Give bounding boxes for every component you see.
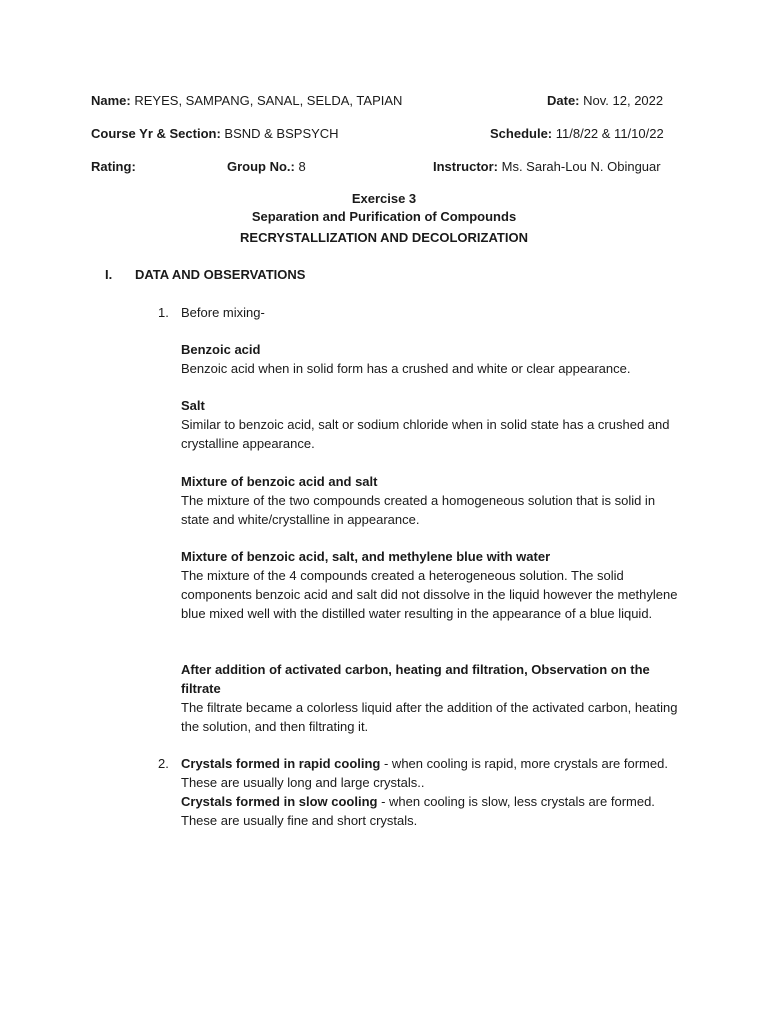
observation-mixture-with-water — [181, 547, 681, 623]
observation-mixture-acid-salt — [181, 472, 681, 529]
rapid-cooling-text: - when cooling is rapid, more crystals are formed. These are usually long and large crystals.. — [181, 756, 668, 790]
observation-text: Benzoic acid when in solid form has a crushed and white or clear appearance. — [181, 361, 631, 376]
exercise-topic: RECRYSTALLIZATION AND DECOLORIZATION — [240, 230, 528, 245]
observation-heading: Benzoic acid — [181, 342, 261, 357]
rating-label: Rating: — [91, 159, 136, 174]
name-value: REYES, SAMPANG, SANAL, SELDA, TAPIAN — [134, 93, 403, 108]
slow-cooling-text: - when cooling is slow, less crystals are formed. These are usually fine and short crystals. — [181, 794, 655, 828]
instructor-label: Instructor: — [433, 159, 498, 174]
section-heading: DATA AND OBSERVATIONS — [135, 267, 306, 282]
instructor-field — [433, 157, 661, 176]
observation-text: Similar to benzoic acid, salt or sodium chloride when in solid state has a crushed and crystalline appearance. — [181, 417, 670, 451]
observation-salt — [181, 396, 681, 453]
date-label: Date: — [547, 93, 580, 108]
observation-filtrate — [181, 660, 681, 736]
date-value: Nov. 12, 2022 — [583, 93, 664, 108]
course-field — [91, 124, 339, 143]
observation-heading: Mixture of benzoic acid, salt, and methylene blue with water — [181, 549, 551, 564]
date-field — [547, 91, 663, 110]
schedule-label: Schedule: — [490, 126, 553, 141]
group-field — [227, 157, 306, 176]
observation-text: The mixture of the 4 compounds created a heterogeneous solution. The solid components benzoic acid and salt did not dissolve in the liquid however the methylene blue mixed well with the distilled water resulting in the appearance of a blue liquid. — [181, 568, 678, 621]
section-numeral: I. — [105, 267, 113, 282]
group-value: 8 — [298, 159, 306, 174]
schedule-field — [490, 124, 664, 143]
schedule-value: 11/8/22 & 11/10/22 — [555, 126, 664, 141]
exercise-subtitle: Separation and Purification of Compounds — [251, 209, 517, 224]
rapid-cooling-heading: Crystals formed in rapid cooling — [181, 756, 381, 771]
slow-cooling-heading: Crystals formed in slow cooling — [181, 794, 378, 809]
rapid-cooling-paragraph — [181, 754, 681, 792]
crystals-observation — [181, 754, 681, 830]
name-field — [91, 91, 402, 110]
observation-heading: Salt — [181, 398, 205, 413]
item-number: 2. — [158, 756, 169, 771]
item-number: 1. — [158, 305, 169, 320]
observation-benzoic-acid — [181, 340, 681, 378]
slow-cooling-paragraph — [181, 792, 681, 830]
name-label: Name: — [91, 93, 131, 108]
instructor-value: Ms. Sarah-Lou N. Obinguar — [501, 159, 661, 174]
item-lead: Before mixing- — [181, 305, 265, 320]
observation-text: The filtrate became a colorless liquid after the addition of the activated carbon, heating the solution, and then filtrating it. — [181, 700, 678, 734]
observation-heading: After addition of activated carbon, heating and filtration, Observation on the filtrate — [181, 662, 650, 696]
course-value: BSND & BSPSYCH — [224, 126, 339, 141]
course-label: Course Yr & Section: — [91, 126, 221, 141]
rating-field — [91, 157, 136, 176]
group-label: Group No.: — [227, 159, 295, 174]
observation-heading: Mixture of benzoic acid and salt — [181, 474, 378, 489]
observation-text: The mixture of the two compounds created a homogeneous solution that is solid in state and white/crystalline in appearance. — [181, 493, 656, 527]
exercise-title: Exercise 3 — [351, 191, 417, 206]
